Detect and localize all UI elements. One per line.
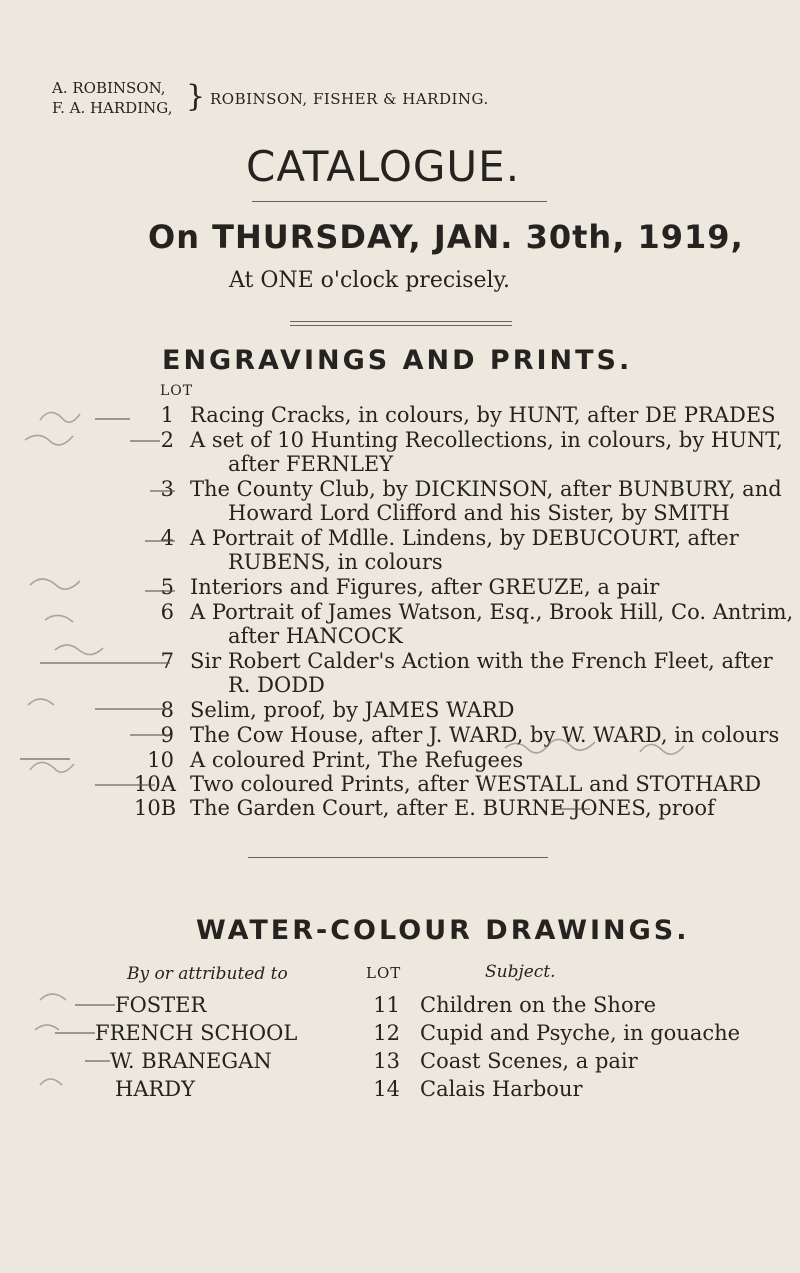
auctioneer-name-1: A. ROBINSON, [52, 79, 166, 97]
lot-description: The Garden Court, after E. BURNE JONES, proof [190, 796, 715, 820]
lot-description: The County Club, by DICKINSON, after BUNBURY, and [190, 477, 782, 501]
lot-description-cont: Howard Lord Clifford and his Sister, by SMITH [228, 501, 730, 525]
brace-glyph: } [186, 79, 206, 114]
artist-cell: HARDY [115, 1077, 195, 1101]
artist-column-header: By or attributed to [127, 964, 288, 984]
lot-description: A Portrait of James Watson, Esq., Brook Hill, Co. Antrim, [190, 600, 794, 624]
lot-number: 10 [147, 748, 174, 772]
lot-number: 4 [160, 526, 174, 550]
lot-description: A Portrait of Mdlle. Lindens, by DEBUCOURT, after [190, 526, 739, 550]
lot-number: 8 [160, 698, 174, 722]
lot-description-cont: RUBENS, in colours [228, 550, 443, 574]
firm-name: ROBINSON, FISHER & HARDING. [210, 90, 489, 108]
lot-description-cont: R. DODD [228, 673, 325, 697]
lot-number: 9 [160, 723, 174, 747]
subject-cell: Calais Harbour [420, 1077, 583, 1101]
lot-description-cont: after HANCOCK [228, 624, 403, 648]
lot-number: 7 [160, 649, 174, 673]
auctioneer-name-2: F. A. HARDING, [52, 99, 173, 117]
lot-number: 12 [373, 1021, 400, 1045]
lot-description: A coloured Print, The Refugees [190, 748, 524, 772]
lot-description: Racing Cracks, in colours, by HUNT, after DE PRADES [190, 403, 776, 427]
lot-description: Interiors and Figures, after GREUZE, a pair [190, 575, 660, 599]
sale-date: On THURSDAY, JAN. 30th, 1919, [148, 218, 744, 256]
lot-description-cont: after FERNLEY [228, 452, 394, 476]
lot-number: 2 [160, 428, 174, 452]
artist-cell: FRENCH SCHOOL [95, 1021, 298, 1045]
engravings-heading: ENGRAVINGS AND PRINTS. [162, 345, 633, 376]
lot-description: The Cow House, after J. WARD, by W. WARD, in colours [190, 723, 780, 747]
artist-cell: FOSTER [115, 993, 207, 1017]
lot-number: 10A [134, 772, 176, 796]
lot-number: 3 [160, 477, 174, 501]
lot-description: Selim, proof, by JAMES WARD [190, 698, 515, 722]
lot-description: Two coloured Prints, after WESTALL and STOTHARD [190, 772, 762, 796]
lot-number: 14 [373, 1077, 400, 1101]
subject-cell: Children on the Shore [420, 993, 657, 1017]
lot-number: 5 [160, 575, 174, 599]
lot-number: 13 [373, 1049, 400, 1073]
sale-time: At ONE o'clock precisely. [229, 268, 511, 293]
lot-description: Sir Robert Calder's Action with the French Fleet, after [190, 649, 773, 673]
lot-description: A set of 10 Hunting Recollections, in colours, by HUNT, [190, 428, 783, 452]
lot-number: 11 [373, 993, 400, 1017]
artist-cell: W. BRANEGAN [110, 1049, 272, 1073]
page-title: CATALOGUE. [246, 142, 521, 191]
subject-cell: Coast Scenes, a pair [420, 1049, 638, 1073]
lot-column-label: LOT [160, 383, 194, 399]
watercolours-heading: WATER-COLOUR DRAWINGS. [196, 915, 690, 946]
lot-number: 10B [134, 796, 177, 820]
lot-number: 6 [160, 600, 174, 624]
subject-cell: Cupid and Psyche, in gouache [420, 1021, 741, 1045]
lot-number: 1 [160, 403, 174, 427]
subject-column-header: Subject. [485, 962, 556, 982]
lot-column-header: LOT [366, 964, 402, 982]
